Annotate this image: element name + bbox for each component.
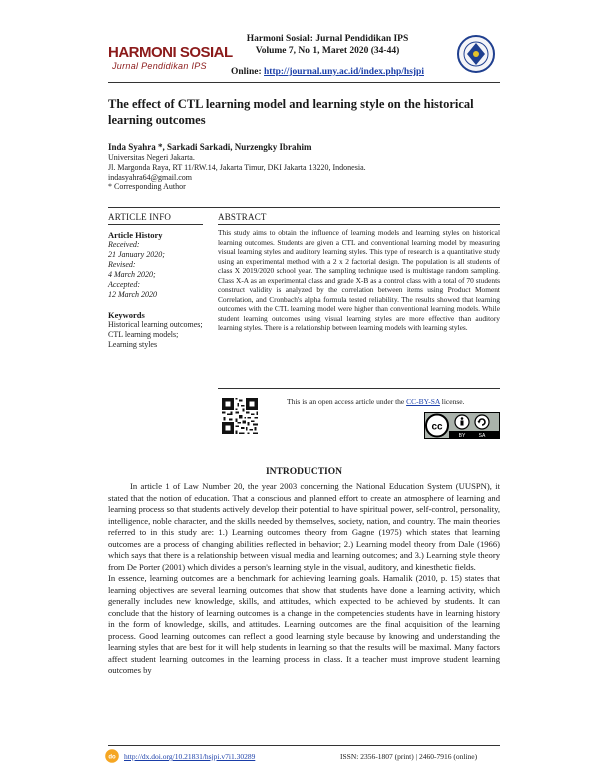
accepted-label: Accepted:: [108, 280, 140, 289]
article-info-heading: ARTICLE INFO: [108, 212, 172, 222]
qr-code-icon: [222, 398, 258, 434]
footer-rule: [108, 745, 500, 746]
revised-label: Revised:: [108, 260, 136, 269]
cc-by-label: BY: [458, 433, 466, 439]
doi-icon: [105, 749, 119, 763]
revised-date: 4 March 2020;: [108, 270, 156, 279]
header-rule: [108, 82, 500, 83]
open-access-suffix: license.: [441, 397, 465, 406]
received-label: Received:: [108, 240, 140, 249]
accepted-date: 12 March 2020: [108, 290, 158, 299]
history-heading: Article History: [108, 230, 163, 240]
journal-online: [205, 67, 450, 77]
abstract-rule: [218, 224, 500, 225]
article-title: The effect of CTL learning model and learning style on the historical learning outcomes: [108, 97, 474, 127]
doi-link[interactable]: http://dx.doi.org/10.21831/hsjpi.v7i1.30289: [124, 752, 256, 761]
open-access-note: [287, 397, 464, 406]
article-info: [108, 230, 203, 350]
received-date: 21 January 2020;: [108, 250, 165, 259]
author-email: indasyahra64@gmail.com: [108, 172, 193, 182]
abstract-bottom-rule: [218, 388, 500, 389]
section-rule: [108, 207, 500, 208]
abstract-heading: ABSTRACT: [218, 212, 267, 222]
keyword: Learning styles: [108, 340, 158, 349]
affiliation-address: Jl. Margonda Raya, RT 11/RW.14, Jakarta Timur, DKI Jakarta 13220, Indonesia.: [108, 162, 366, 172]
introduction-body: [108, 481, 500, 677]
university-seal-icon: [456, 34, 496, 74]
cc-sa-label: SA: [478, 433, 486, 439]
svg-text:cc: cc: [431, 421, 443, 433]
journal-logo-subtitle: Jurnal Pendidikan IPS: [112, 61, 207, 71]
affiliation: [108, 153, 366, 192]
journal-volume: Volume 7, No 1, Maret 2020 (34-44): [255, 46, 400, 56]
issn: ISSN: 2356-1807 (print) | 2460-7916 (online): [340, 752, 478, 761]
keyword: Historical learning outcomes;: [108, 320, 203, 329]
affiliation-university: Universitas Negeri Jakarta.: [108, 153, 195, 162]
introduction-paragraph: In essence, learning outcomes are a benchmark for achieving learning goals. Hamalik (2010, p. 15) states that learning objectives are several learning outcomes that show that students have done a learning activity, which generally includes new knowledge, skills, and attitudes, which expected to be achieved by students. It can conclude that the history of learning outcomes is a change in the competencies students have in learning history in the form of knowledge, skills, and attitudes. Learning outcomes are the final acquisition of the learning process. Good learning outcomes can reflect a good learning style because by knowing and understanding the learning styles that are best for it will help students in learning so that the results will be maximal. Many factors affect student learning outcomes in the learning process in class. It a teacher must improve student learning outcomes by: [108, 573, 500, 675]
info-rule: [108, 224, 203, 225]
cc-by-sa-link[interactable]: CC-BY-SA: [406, 397, 440, 406]
journal-logo-title: HARMONI SOSIAL: [108, 44, 233, 61]
keyword: CTL learning models;: [108, 330, 179, 339]
abstract-text: This study aims to obtain the influence of learning models and learning styles on historical learning outcomes. Students are given a CTL and conventional learning model by measuring visual learning styles and auditory learning styles. This type of research is a quantitative study using an experimental method with a 2 x 2 factorial design. The population is all students of class X 2019/2020 school year. The sampling technique used is multistage random sampling. Class X-A as an experimental class and grade X-B as a control class with a total of 70 students construct validity is analyzed by the correlation between items using Product Moment Correlation, and Cronbach's alpha formula tested reliability. The results showed that learning outcomes with the CTL learning model were higher than conventional learning models. While student learning outcomes using visual learning styles are more effective than auditory learning styles. There is a relationship between learning models with learning styles.: [218, 228, 500, 333]
open-access-prefix: This is an open access article under the: [287, 397, 405, 406]
corresponding-note: * Corresponding Author: [108, 182, 186, 192]
online-label: Online:: [231, 67, 262, 77]
introduction-paragraph: In article 1 of Law Number 20, the year 2003 concerning the National Education System (UUSPN), it stated that the notion of education. That a conscious and planned effort to create an atmosphere of learning and learning process so that students actively develop their potential to have spiritual power, self-control, personality, intelligence, noble character, and the skills needed by themselves, society, nation, and country. The main theories referred to in this study are: 1.) Learning outcomes theory from Gagne (1975) which states that learning outcomes are a process of changing abilities reflected in behavior; 2.) Learning model theory from Dale (1966) which says that there is a relationship between visual media and learning outcomes; and 3.) Learning style theory from De Porter (2001) which divides a person's learning style in the visual, auditory, and kinesthetic fields.: [108, 481, 500, 572]
journal-url-link[interactable]: http://journal.uny.ac.id/index.php/hsjpi: [264, 67, 424, 77]
doi-icon-text: do: [108, 754, 116, 761]
keywords-heading: Keywords: [108, 310, 145, 320]
authors: Inda Syahra *, Sarkadi Sarkadi, Nurzengky Ibrahim: [108, 142, 312, 152]
journal-name: Harmoni Sosial: Jurnal Pendidikan IPS: [246, 34, 409, 44]
cc-by-sa-badge-icon[interactable]: [424, 412, 500, 439]
introduction-heading: INTRODUCTION: [265, 467, 342, 477]
